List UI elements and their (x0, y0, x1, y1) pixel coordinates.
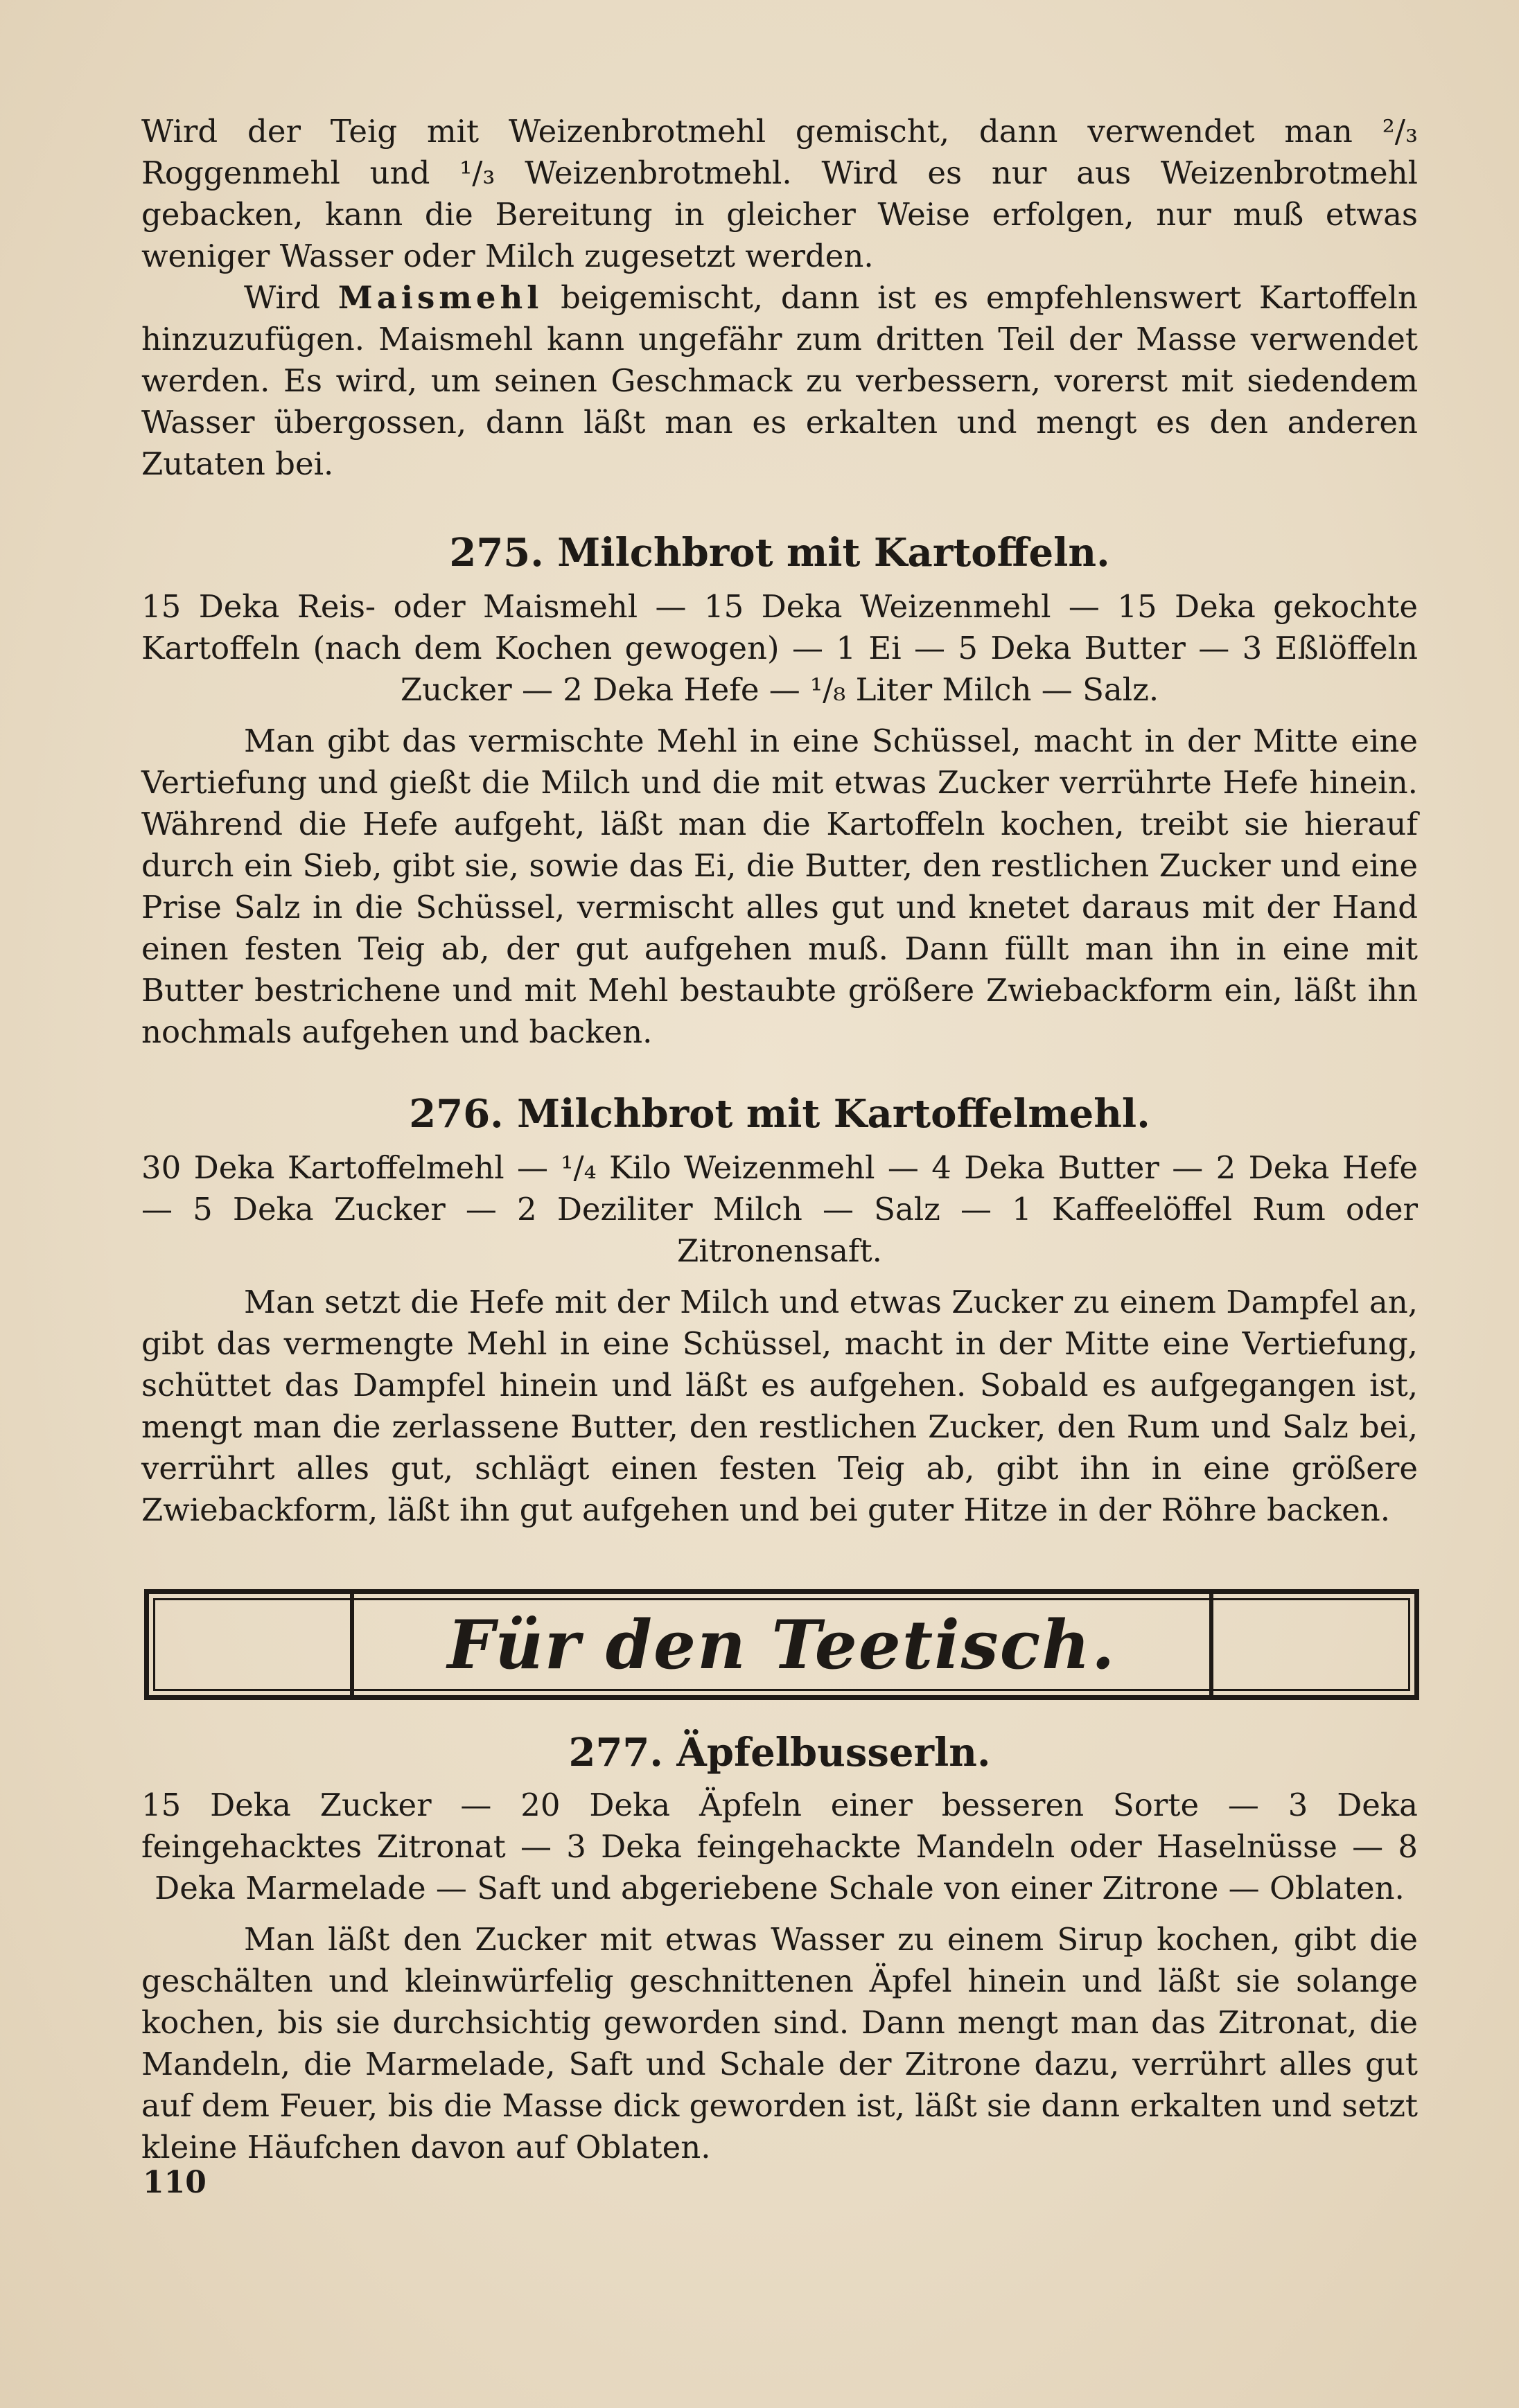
recipe-277-method: Man läßt den Zucker mit etwas Wasser zu einem Sirup kochen, gibt die geschälten und kleinwürfelig geschnittenen Äpfel hinein und läßt sie solange kochen, bis sie durchsichtig geworden sind. Dann mengt man das Zitronat, die Mandeln, die Marmelade, Saft und Schale der Zitrone dazu, verrührt alles gut auf dem Feuer, bis die Masse dick geworden ist, läßt sie dann erkalten und setzt kleine Häufchen davon auf Oblaten. (141, 1921, 1418, 2166)
recipe-275-ingredients: 15 Deka Reis- oder Maismehl — 15 Deka Weizenmehl — 15 Deka gekochte Kartoffeln (nach dem Kochen gewogen) — 1 Ei — 5 Deka Butter — 3 Eßlöffeln Zucker — 2 Deka Hefe — ¹/₈ Liter Milch — Salz. (141, 588, 1418, 708)
intro-p2-before: Wird (244, 279, 338, 316)
recipe-275-title: 275. Milchbrot mit Kartoffeln. (449, 530, 1110, 576)
banner-right-divider (1209, 1594, 1213, 1695)
intro-p2-after: beigemischt, dann ist es empfehlenswert Kartoffeln hinzuzufügen. Maismehl kann ungefähr zum dritten Teil der Masse verwendet werden. Es wird, um seinen Geschmack zu verbessern, vorerst mit siedendem Wasser übergossen, dann läßt man es erkalten und mengt es den anderen Zutaten bei. (141, 279, 1418, 482)
page-number: 110 (143, 2165, 207, 2200)
banner-left-divider (350, 1594, 354, 1695)
recipe-276-method: Man setzt die Hefe mit der Milch und etwas Zucker zu einem Dampfel an, gibt das vermengte Mehl in eine Schüssel, macht in der Mitte eine Vertiefung, schüttet das Dampfel hinein und läßt es aufgehen. Sobald es aufgegangen ist, mengt man die zerlassene Butter, den restlichen Zucker, den Rum und Salz bei, verrührt alles gut, schlägt einen festen Teig ab, gibt ihn in eine größere Zwiebackform, läßt ihn gut aufgehen und bei guter Hitze in der Röhre backen. (141, 1284, 1418, 1528)
recipe-276-ingredients: 30 Deka Kartoffelmehl — ¹/₄ Kilo Weizenmehl — 4 Deka Butter — 2 Deka Hefe — 5 Deka Zucker — 2 Deziliter Milch — Salz — 1 Kaffeelöffel Rum oder Zitronensaft. (141, 1149, 1418, 1269)
recipe-276-title: 276. Milchbrot mit Kartoffelmehl. (409, 1091, 1150, 1137)
intro-paragraph-2 (141, 277, 1418, 485)
recipe-277-title: 277. Äpfelbusserln. (568, 1730, 991, 1776)
section-banner (144, 1589, 1419, 1700)
recipe-277-ingredients: 15 Deka Zucker — 20 Deka Äpfeln einer besseren Sorte — 3 Deka feingehacktes Zitronat — 3 Deka feingehackte Mandeln oder Haselnüsse — 8 Deka Marmelade — Saft und abgeriebene Schale von einer Zitrone — Oblaten. (141, 1787, 1418, 1906)
intro-paragraph-1: Wird der Teig mit Weizenbrotmehl gemischt, dann verwendet man ²/₃ Roggenmehl und ¹/₃ Weizenbrotmehl. Wird es nur aus Weizenbrotmehl gebacken, kann die Bereitung in gleicher Weise erfolgen, nur muß etwas weniger Wasser oder Milch zugesetzt werden. (141, 113, 1418, 274)
recipe-275-method: Man gibt das vermischte Mehl in eine Schüssel, macht in der Mitte eine Vertiefung und gießt die Milch und die mit etwas Zucker verrührte Hefe hinein. Während die Hefe aufgeht, läßt man die Kartoffeln kochen, treibt sie hierauf durch ein Sieb, gibt sie, sowie das Ei, die Butter, den restlichen Zucker und eine Prise Salz in die Schüssel, vermischt alles gut und knetet daraus mit der Hand einen festen Teig ab, der gut aufgehen muß. Dann füllt man ihn in eine mit Butter bestrichene und mit Mehl bestaubte größere Zwiebackform ein, läßt ihn nochmals aufgehen und backen. (141, 723, 1418, 1050)
section-title: Für den Teetisch. (447, 1605, 1116, 1684)
intro-p2-spaced-word: Maismehl (337, 279, 543, 316)
